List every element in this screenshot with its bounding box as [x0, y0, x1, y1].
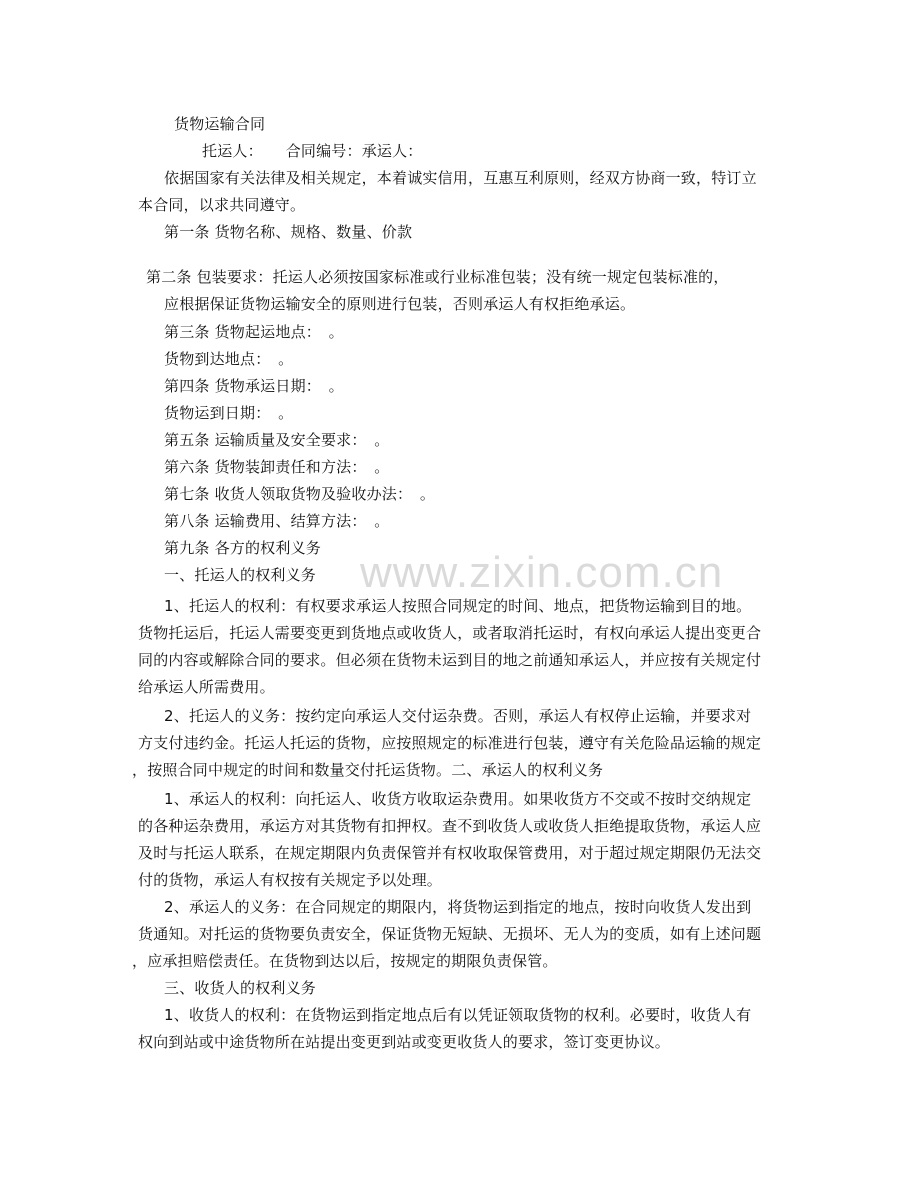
paragraph-line: 的各种运杂费用，承运方对其货物有扣押权。查不到收货人或收货人拒绝提取货物，承运人应 — [138, 817, 762, 835]
paragraph-line: 方支付违约金。托运人托运的货物，应按照规定的标准进行包装，遵守有关危险品运输的规定 — [138, 734, 762, 752]
article-heading: 第七条 收货人领取货物及验收办法： 。 — [164, 485, 436, 503]
paragraph-line: 权向到站或中途货物所在站提出变更到站或变更收货人的要求，签订变更协议。 — [138, 1033, 671, 1051]
paragraph-line: 给承运人所需费用。 — [138, 678, 275, 696]
article-heading: 第二条 包装要求：托运人必须按国家标准或行业标准包装；没有统一规定包装标准的， — [146, 268, 729, 286]
article-heading: 第八条 运输费用、结算方法： 。 — [164, 512, 390, 530]
watermark: www.zixin.com.cn — [360, 548, 724, 597]
article-heading: 第一条 货物名称、规格、数量、价款 — [164, 223, 413, 241]
paragraph-line: ，应承担赔偿责任。在货物到达以后，按规定的期限负责保管。 — [132, 952, 558, 970]
document-title: 货物运输合同 — [174, 115, 266, 133]
paragraph-line: 货物到达地点： 。 — [164, 350, 294, 368]
paragraph-line: 2、托运人的义务：按约定向承运人交付运杂费。否则，承运人有权停止运输，并要求对 — [164, 707, 752, 725]
paragraph-line: 1、承运人的权利：向托运人、收货方收取运杂费用。如果收货方不交或不按时交纳规定 — [164, 790, 752, 808]
paragraph-line: 货物运到日期： 。 — [164, 404, 294, 422]
paragraph-line: 货物托运后，托运人需要变更到货地点或收货人，或者取消托运时，有权向承运人提出变更合 — [138, 624, 762, 642]
article-heading: 第四条 货物承运日期： 。 — [164, 377, 344, 395]
paragraph-line: 本合同，以求共同遵守。 — [138, 196, 306, 214]
article-heading: 第九条 各方的权利义务 — [164, 539, 321, 557]
article-heading: 第五条 运输质量及安全要求： 。 — [164, 431, 390, 449]
paragraph-line: 及时与托运人联系，在规定期限内负责保管并有权收取保管费用，对于超过规定期限仍无法交 — [138, 844, 762, 862]
paragraph-line: 1、收货人的权利：在货物运到指定地点后有以凭证领取货物的权利。必要时，收货人有 — [164, 1006, 752, 1024]
paragraph-line: 付的货物，承运人有权按有关规定予以处理。 — [138, 871, 443, 889]
section-heading: 三、收货人的权利义务 — [164, 979, 317, 997]
paragraph-line: 同的内容或解除合同的要求。但必须在货物未运到目的地之前通知承运人，并应按有关规定付 — [138, 651, 762, 669]
paragraph-line: 1、托运人的权利：有权要求承运人按照合同规定的时间、地点，把货物运输到目的地。 — [164, 597, 752, 615]
paragraph-line: 2、承运人的义务：在合同规定的期限内，将货物运到指定的地点，按时向收货人发出到 — [164, 898, 752, 916]
section-heading: 一、托运人的权利义务 — [164, 566, 317, 584]
paragraph-line: 应根据保证货物运输安全的原则进行包装，否则承运人有权拒绝承运。 — [164, 295, 636, 313]
paragraph-line: 依据国家有关法律及相关规定，本着诚实信用，互惠互利原则，经双方协商一致，特订立 — [164, 169, 757, 187]
article-heading: 第六条 货物装卸责任和方法： 。 — [164, 458, 390, 476]
paragraph-line: ，按照合同中规定的时间和数量交付托运货物。二、承运人的权利义务 — [132, 761, 604, 779]
article-heading: 第三条 货物起运地点： 。 — [164, 323, 344, 341]
parties-line: 托运人： 合同编号：承运人： — [202, 142, 423, 160]
paragraph-line: 货通知。对托运的货物要负责安全，保证货物无短缺、无损坏、无人为的变质，如有上述问题 — [138, 925, 762, 943]
